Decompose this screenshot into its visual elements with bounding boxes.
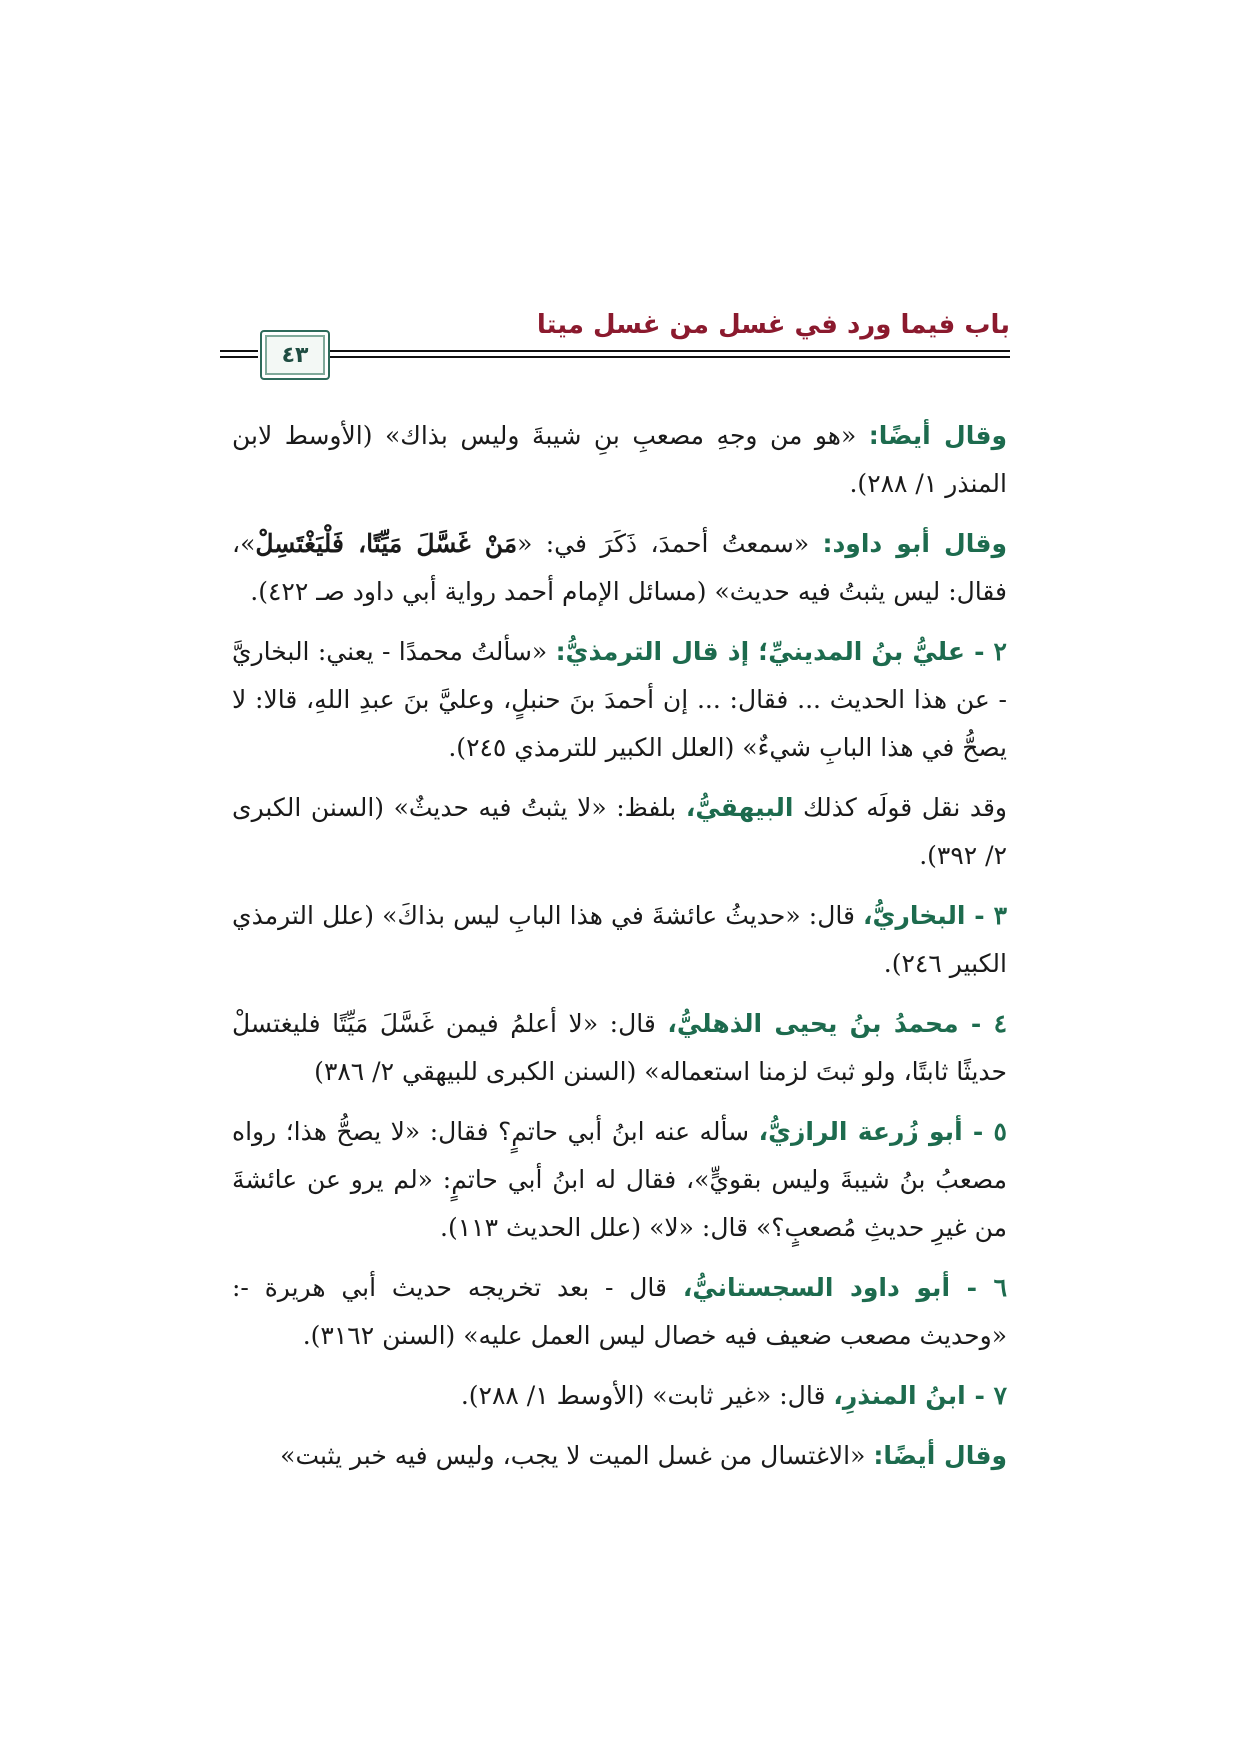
paragraph bbox=[232, 892, 1007, 988]
item-number: ٢ - bbox=[974, 637, 1007, 666]
speaker-label: وقال أبو داود: bbox=[822, 529, 1008, 558]
page-number: ٤٣ bbox=[281, 342, 309, 368]
paragraph-text: «هو من وجهِ مصعبِ بنِ شيبةَ وليس بذاك» (الأوسط لابن المنذر ١/ ٢٨٨). bbox=[232, 421, 1007, 498]
header-rule-right bbox=[330, 350, 1010, 352]
speaker-label: وقال أيضًا: bbox=[873, 1441, 1007, 1470]
paragraph-text: قال: «لا أعلمُ فيمن غَسَّلَ مَيِّتًا فليغتسلْ حديثًا ثابتًا، ولو ثبتَ لزمنا استعماله» (السنن الكبرى للبيهقي ٢/ ٣٨٦) bbox=[232, 1009, 1007, 1086]
paragraph-text: »، فقال: ليس يثبتُ فيه حديث» (مسائل الإمام أحمد رواية أبي داود صـ ٤٢٢). bbox=[232, 529, 1007, 606]
paragraph bbox=[232, 412, 1007, 508]
paragraph bbox=[232, 1108, 1007, 1252]
speaker-label: ابنُ المنذرِ، bbox=[833, 1381, 975, 1410]
speaker-label: البخاريُّ، bbox=[863, 901, 975, 930]
page-number-badge bbox=[260, 330, 330, 380]
header-rule-left bbox=[220, 350, 258, 352]
paragraph-text: قال: «حديثُ عائشةَ في هذا البابِ ليس بذاكَ» (علل الترمذي الكبير ٢٤٦). bbox=[232, 901, 1007, 978]
speaker-label: البيهقيُّ، bbox=[685, 793, 794, 822]
paragraph-text: قال: «غير ثابت» (الأوسط ١/ ٢٨٨). bbox=[460, 1381, 834, 1410]
page-body bbox=[232, 412, 1007, 1492]
paragraph bbox=[232, 520, 1007, 616]
paragraph-text: بلفظ: «لا يثبتُ فيه حديثٌ» (السنن الكبرى ٢/ ٣٩٢). bbox=[232, 793, 1007, 870]
paragraph bbox=[232, 1264, 1007, 1360]
page-header bbox=[220, 310, 1010, 388]
speaker-label: أبو زُرعة الرازيُّ، bbox=[758, 1117, 973, 1146]
item-number: ٥ - bbox=[972, 1117, 1007, 1146]
paragraph bbox=[232, 784, 1007, 880]
paragraph bbox=[232, 1372, 1007, 1420]
paragraph-text: «سمعتُ أحمدَ، ذَكَرَ في: « bbox=[517, 529, 823, 558]
paragraph-text: وقد نقل قولَه كذلك bbox=[793, 793, 1007, 822]
header-rule-right-2 bbox=[330, 356, 1010, 358]
speaker-label: أبو داود السجستانيُّ، bbox=[682, 1273, 967, 1302]
chapter-title: باب فيما ورد في غسل من غسل ميتا bbox=[536, 310, 1010, 340]
paragraph-text: «الاغتسال من غسل الميت لا يجب، وليس فيه خبر يثبت» bbox=[280, 1441, 874, 1470]
paragraph bbox=[232, 1432, 1007, 1480]
item-number: ٣ - bbox=[974, 901, 1007, 930]
item-number: ٤ - bbox=[970, 1009, 1007, 1038]
paragraph-text: «سألتُ محمدًا - يعني: البخاريَّ - عن هذا الحديث ... فقال: ... إن أحمدَ بنَ حنبلٍ، وعليَّ بنَ عبدِ اللهِ، قالا: لا يصحُّ في هذا البابِ شيءٌ» (العلل الكبير للترمذي ٢٤٥). bbox=[232, 637, 1007, 762]
paragraph bbox=[232, 628, 1007, 772]
paragraph bbox=[232, 1000, 1007, 1096]
speaker-label: عليُّ بنُ المدينيِّ؛ إذ قال الترمذيُّ: bbox=[555, 637, 975, 666]
paragraph-text: سأله عنه ابنُ أبي حاتمٍ؟ فقال: «لا يصحُّ هذا؛ رواه مصعبُ بنُ شيبةَ وليس بقويٍّ»، فقال له ابنُ أبي حاتمٍ: «لم يرو عن عائشةَ من غيرِ حديثِ مُصعبٍ؟» قال: «لا» (علل الحديث ١١٣). bbox=[232, 1117, 1007, 1242]
paragraph-text: قال - بعد تخريجه حديث أبي هريرة -: «وحديث مصعب ضعيف فيه خصال ليس العمل عليه» (السنن ٣١٦٢). bbox=[232, 1273, 1007, 1350]
hadith-quote: مَنْ غَسَّلَ مَيِّتًا، فَلْيَغْتَسِلْ bbox=[255, 529, 518, 558]
item-number: ٧ - bbox=[974, 1381, 1007, 1410]
header-rule-left-2 bbox=[220, 356, 258, 358]
speaker-label: محمدُ بنُ يحيى الذهليُّ، bbox=[667, 1009, 971, 1038]
speaker-label: وقال أيضًا: bbox=[868, 421, 1007, 450]
item-number: ٦ - bbox=[966, 1273, 1007, 1302]
